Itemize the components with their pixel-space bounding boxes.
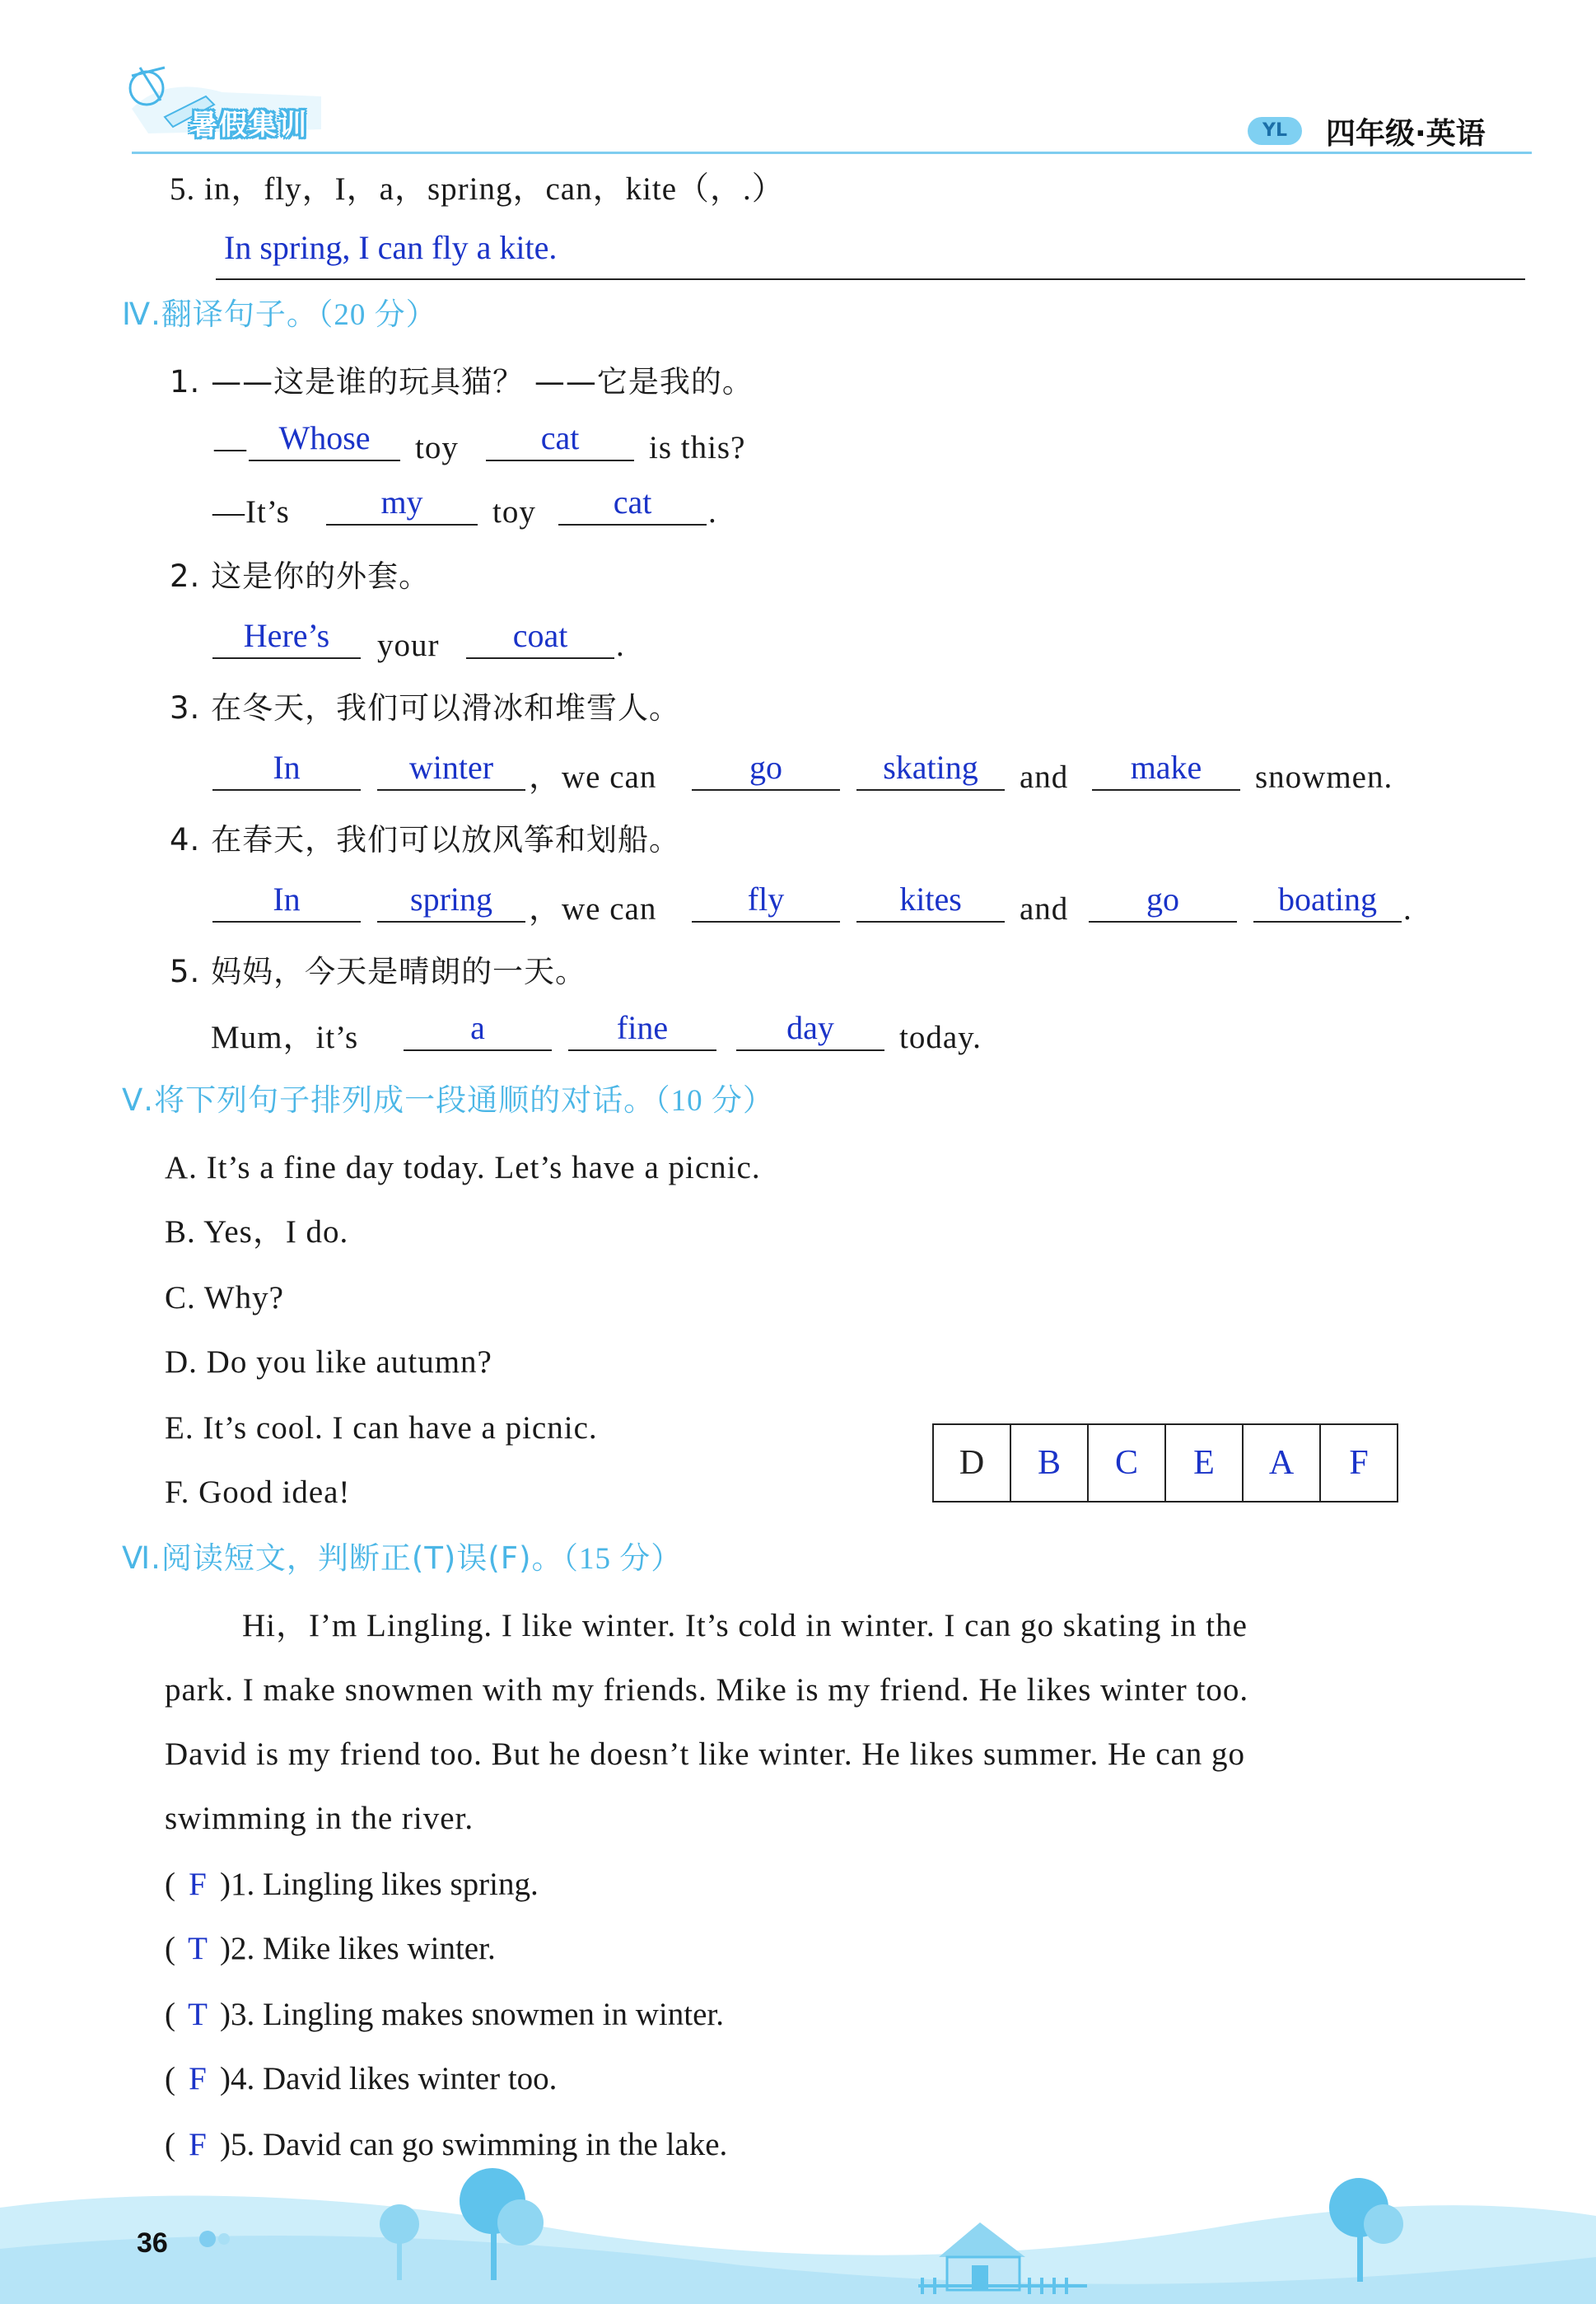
- s4-item1-word2: is this?: [649, 430, 746, 465]
- brand-title: 暑假集训: [189, 109, 308, 142]
- section6-points: （15 分）: [562, 1542, 683, 1576]
- s4-item5-start: Mum，it’s: [211, 1020, 359, 1055]
- s4-item1-dash: —: [214, 430, 247, 465]
- s4-item4-blank5: go: [1089, 883, 1237, 923]
- s4-item1-line2-start: —It’s: [212, 494, 290, 530]
- s4-item3-blank2: winter: [377, 751, 525, 791]
- s5-option-b: B. Yes，I do.: [165, 1214, 349, 1250]
- order-cell-2: B: [1010, 1424, 1088, 1502]
- s6-question-5: ( F )5. David can go swimming in the lake.: [165, 2125, 727, 2165]
- section4-points: （20 分）: [317, 298, 437, 332]
- s4-item3-word1: ，we can: [529, 759, 657, 795]
- s4-item3-blank4: skating: [856, 751, 1005, 791]
- s6-passage-line4: swimming in the river.: [165, 1801, 474, 1836]
- s4-item4-blank1: In: [212, 883, 361, 923]
- s4-item1-blank2: cat: [486, 422, 634, 461]
- grade-subject: 四年级·英语: [1326, 117, 1486, 151]
- page-number: 36: [137, 2227, 168, 2259]
- order-cell-6: F: [1320, 1424, 1398, 1502]
- order-cell-4: E: [1165, 1424, 1243, 1502]
- s6-q1-text: )1. Lingling likes spring.: [220, 1867, 539, 1902]
- s4-item5-prompt: 5. 妈妈，今天是晴朗的一天。: [170, 954, 587, 989]
- s4-item1-line2-blank2: cat: [558, 486, 707, 526]
- s4-item5-blank2: fine: [568, 1012, 716, 1051]
- s4-item5-blank3: day: [736, 1012, 884, 1051]
- s4-item1-line2-end: .: [708, 494, 717, 530]
- s4-item1-word1: toy: [415, 430, 459, 465]
- s6-passage-line2: park. I make snowmen with my friends. Mike is my friend. He likes winter too.: [165, 1672, 1249, 1708]
- s4-item2-blank1: Here’s: [212, 619, 361, 659]
- s4-item4-prompt: 4. 在春天，我们可以放风筝和划船。: [170, 822, 681, 858]
- section4-title: Ⅳ.翻译句子。: [122, 297, 318, 332]
- s6-q2-answer: T: [188, 1931, 208, 1966]
- section5-points: （10 分）: [655, 1084, 774, 1118]
- s4-item4-word2: and: [1020, 891, 1069, 927]
- s4-item2-word1: your: [377, 628, 440, 663]
- s6-passage-line3: David is my friend too. But he doesn’t like winter. He likes summer. He can go: [165, 1736, 1246, 1772]
- s4-item1-prompt: 1. ——这是谁的玩具猫？ ——它是我的。: [170, 364, 754, 400]
- s4-item5-end: today.: [899, 1020, 982, 1055]
- s4-item3-blank5: make: [1092, 751, 1240, 791]
- s4-item2-blank2: coat: [466, 619, 614, 659]
- section6-title: Ⅵ.阅读短文，判断正(T)误(F)。: [122, 1540, 563, 1576]
- s6-q1-answer: F: [189, 1867, 207, 1902]
- section4-heading: [122, 295, 437, 335]
- s4-item3-word2: and: [1020, 759, 1069, 795]
- s4-item4-word1: ，we can: [529, 891, 657, 927]
- s4-item4-blank2: spring: [377, 883, 525, 923]
- edition-badge: YL: [1248, 117, 1302, 145]
- footer-landscape-icon: [0, 2142, 1596, 2304]
- s6-q2-text: )2. Mike likes winter.: [220, 1931, 496, 1966]
- s4-item4-end: .: [1403, 891, 1412, 927]
- s3-item5-answer: In spring, I can fly a kite.: [224, 229, 558, 266]
- s6-q4-text: )4. David likes winter too.: [220, 2061, 558, 2096]
- s6-q5-text: )5. David can go swimming in the lake.: [220, 2127, 728, 2162]
- s5-option-a: A. It’s a fine day today. Let’s have a picnic.: [165, 1150, 761, 1185]
- s4-item4-blank4: kites: [856, 883, 1005, 923]
- s6-question-2: ( T )2. Mike likes winter.: [165, 1929, 496, 1969]
- s4-item3-blank3: go: [692, 751, 840, 791]
- s4-item5-blank1: a: [404, 1012, 552, 1051]
- s6-q4-answer: F: [189, 2061, 207, 2096]
- s5-option-e: E. It’s cool. I can have a picnic.: [165, 1410, 598, 1446]
- section5-heading: [122, 1081, 774, 1121]
- s5-order-table: [932, 1423, 1398, 1503]
- section5-title: Ⅴ.将下列句子排列成一段通顺的对话。: [122, 1082, 656, 1118]
- s4-item1-blank1: Whose: [249, 422, 400, 461]
- s4-item1-line2-blank1: my: [326, 486, 478, 526]
- s4-item3-word3: snowmen.: [1255, 759, 1393, 795]
- s6-q3-answer: T: [188, 1997, 208, 2032]
- s6-passage-line1: Hi，I’m Lingling. I like winter. It’s cold in winter. I can go skating in the: [242, 1608, 1248, 1643]
- s5-option-f: F. Good idea!: [165, 1474, 351, 1510]
- s3-item5-answer-line: [216, 278, 1525, 280]
- order-cell-5: A: [1243, 1424, 1320, 1502]
- s3-item5-prompt: 5. in，fly，I，a，spring，can，kite（，.）: [170, 171, 785, 207]
- order-cell-1: D: [933, 1424, 1010, 1502]
- s6-question-4: ( F )4. David likes winter too.: [165, 2059, 557, 2099]
- s5-option-d: D. Do you like autumn?: [165, 1344, 492, 1380]
- s6-q3-text: )3. Lingling makes snowmen in winter.: [220, 1997, 725, 2032]
- s6-q5-answer: F: [189, 2127, 207, 2162]
- s4-item1-line2-word1: toy: [492, 494, 536, 530]
- s6-question-3: ( T )3. Lingling makes snowmen in winter.: [165, 1995, 724, 2035]
- s5-option-c: C. Why?: [165, 1280, 284, 1316]
- s4-item3-prompt: 3. 在冬天，我们可以滑冰和堆雪人。: [170, 690, 681, 726]
- s4-item3-blank1: In: [212, 751, 361, 791]
- s4-item2-end: .: [616, 628, 625, 663]
- order-cell-3: C: [1088, 1424, 1165, 1502]
- s4-item4-blank6: boating: [1253, 883, 1402, 923]
- s4-item4-blank3: fly: [692, 883, 840, 923]
- header-rule: [132, 152, 1532, 154]
- s4-item2-prompt: 2. 这是你的外套。: [170, 558, 431, 594]
- s6-question-1: ( F )1. Lingling likes spring.: [165, 1865, 539, 1904]
- section6-heading: [122, 1539, 682, 1579]
